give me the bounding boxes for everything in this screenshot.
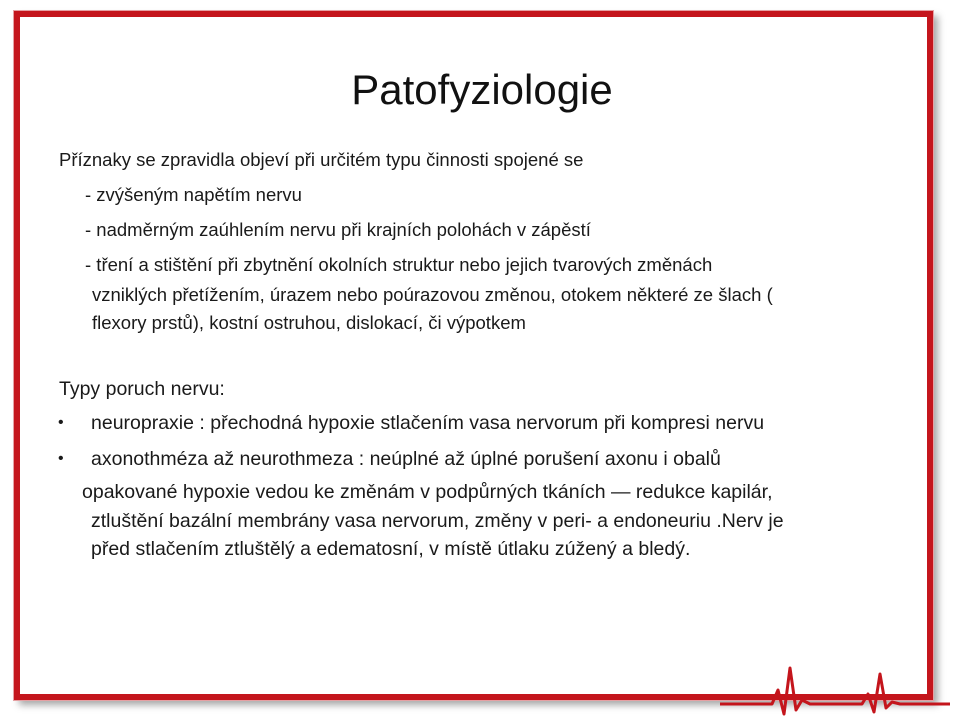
paragraph-line: před stlačením ztluštělý a edematosní, v místě útlaku zúžený a bledý. [91, 538, 691, 560]
slide-title: Patofyziologie [351, 66, 613, 113]
paragraph-line: ztluštění bazální membrány vasa nervorum, změny v peri- a endoneuriu .Nerv je [91, 510, 784, 532]
list-item: - tření a stištění při zbytnění okolních struktur nebo jejich tvarových změnách [85, 254, 713, 275]
bullet-glyph: • [58, 450, 64, 467]
intro-text: Příznaky se zpravidla objeví při určitém typu činnosti spojené se [59, 149, 584, 170]
list-item: - zvýšeným napětím nervu [85, 184, 302, 205]
list-item: - nadměrným zaúhlením nervu při krajních polohách v zápěstí [85, 219, 591, 240]
bullet-item: axonothméza až neurothmeza : neúplné až úplné porušení axonu i obalů [91, 448, 721, 470]
bullet-glyph: • [58, 414, 64, 431]
section-heading: Typy poruch nervu: [59, 378, 225, 400]
paragraph-line: opakované hypoxie vedou ke změnám v podpůrných tkáních — redukce kapilár, [82, 481, 773, 503]
list-item-continuation: vzniklých přetížením, úrazem nebo poúrazovou změnou, otokem některé ze šlach ( [92, 284, 773, 305]
bullet-item: neuropraxie : přechodná hypoxie stlačením vasa nervorum při kompresi nervu [91, 412, 765, 434]
ekg-heartbeat-decoration [720, 660, 950, 716]
list-item-continuation: flexory prstů), kostní ostruhou, dislokací, či výpotkem [92, 312, 526, 333]
